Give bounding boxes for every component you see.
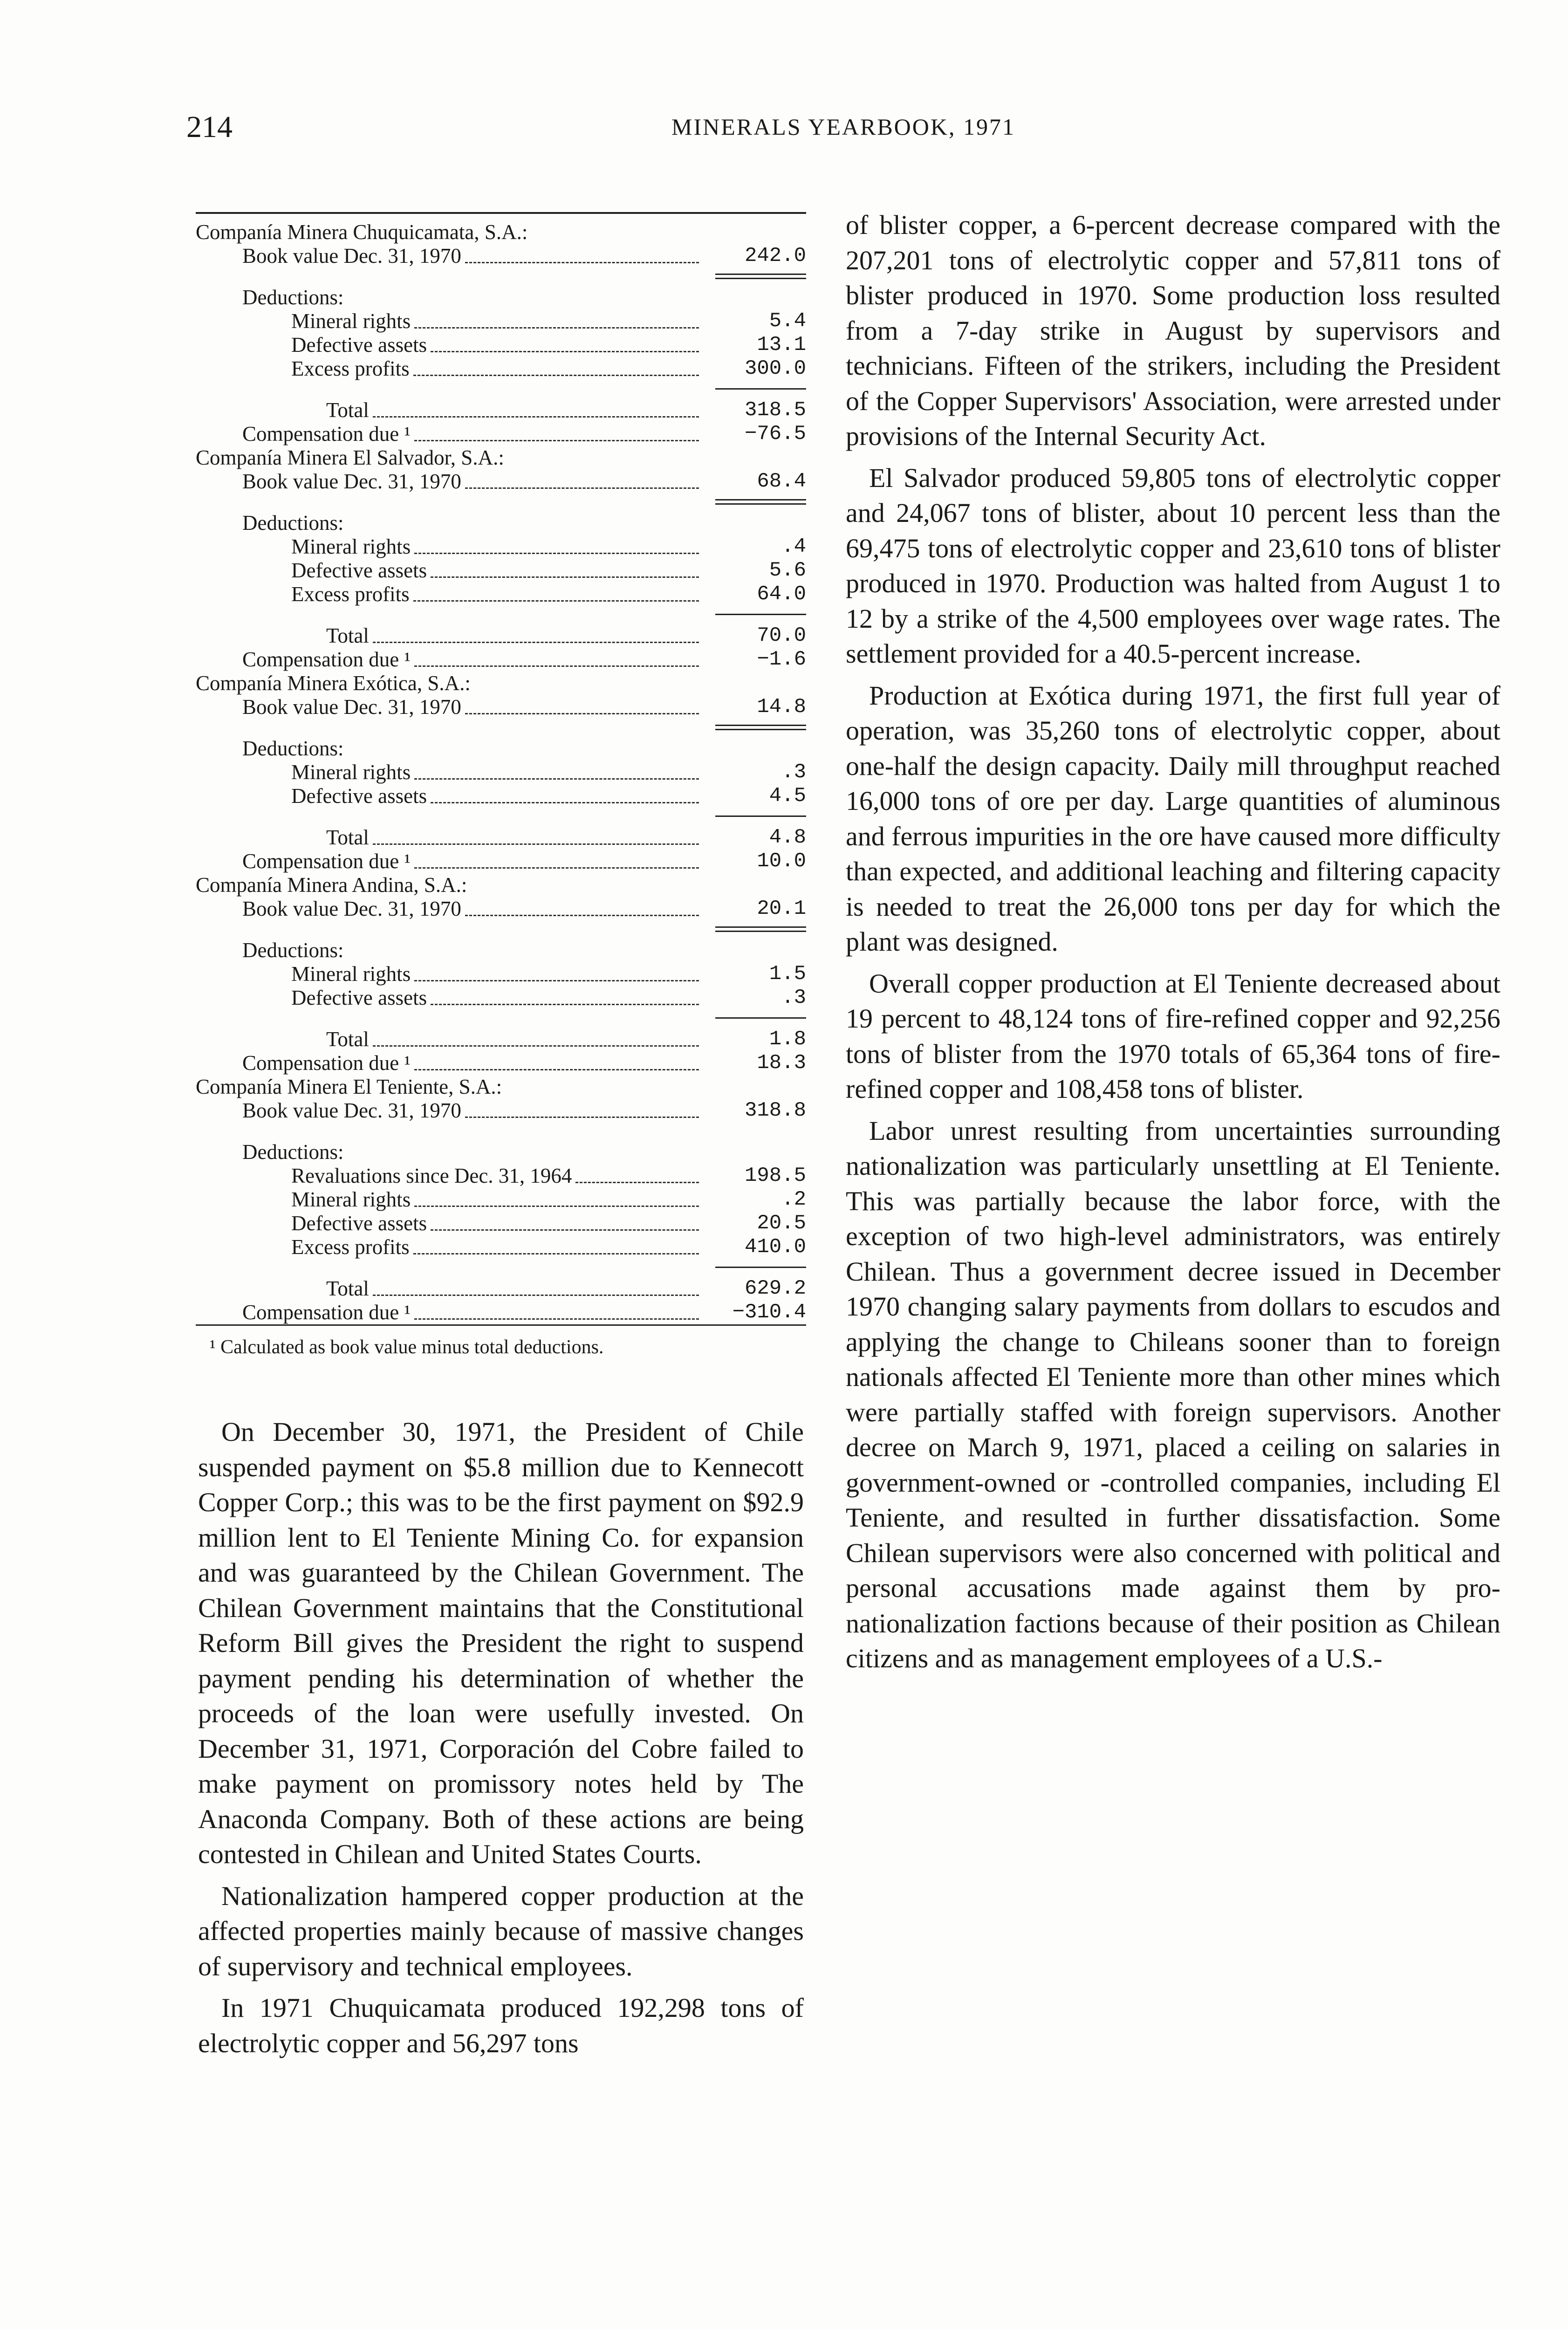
dot-leader (465, 262, 699, 263)
row-label: Book value Dec. 31, 1970 (242, 695, 461, 719)
table-row (196, 737, 806, 761)
table-row (196, 470, 806, 493)
row-value: 300.0 (744, 357, 806, 380)
table-spacer (196, 1010, 806, 1028)
row-value: 14.8 (757, 695, 806, 719)
table-row (196, 357, 806, 381)
row-label: Mineral rights (291, 1188, 411, 1211)
row-label: Compensation due ¹ (242, 422, 411, 445)
row-label: Defective assets (291, 559, 427, 582)
row-value: 20.1 (757, 897, 806, 920)
table-row (196, 1212, 806, 1235)
row-value: 68.4 (757, 470, 806, 493)
row-value: 64.0 (757, 582, 806, 606)
row-value: 10.0 (757, 850, 806, 873)
table-row (196, 333, 806, 357)
table-row (196, 1188, 806, 1212)
table-row (196, 672, 806, 695)
table-footnote: ¹ Calculated as book value minus total deductions. (210, 1336, 604, 1358)
table-row (196, 446, 806, 470)
table-row (196, 398, 806, 422)
table-row (196, 1075, 806, 1099)
table-row (196, 873, 806, 897)
table-row (196, 897, 806, 921)
row-value: 410.0 (744, 1235, 806, 1259)
row-value: 1.8 (769, 1028, 806, 1051)
table-row (196, 939, 806, 962)
row-label: Total (326, 1277, 369, 1300)
row-label: Mineral rights (291, 761, 411, 784)
dot-leader (414, 665, 699, 667)
table-spacer (196, 921, 806, 939)
dot-leader (431, 576, 699, 578)
dot-leader (414, 553, 699, 554)
row-label: Total (326, 624, 369, 647)
row-label: Book value Dec. 31, 1970 (242, 897, 461, 920)
row-label: Book value Dec. 31, 1970 (242, 470, 461, 493)
table-spacer (196, 1259, 806, 1277)
table-spacer (196, 268, 806, 286)
dot-leader (465, 487, 699, 489)
row-value: 4.5 (769, 784, 806, 808)
row-label: Defective assets (291, 1212, 427, 1235)
table-row (196, 422, 806, 446)
row-label: Deductions: (242, 939, 344, 962)
row-label: Mineral rights (291, 309, 411, 333)
dot-leader (373, 1045, 699, 1047)
page-number: 214 (186, 110, 233, 144)
dot-leader (465, 915, 699, 916)
row-label: Book value Dec. 31, 1970 (242, 1099, 461, 1122)
double-rule (715, 274, 806, 275)
row-value: 318.5 (744, 398, 806, 422)
paragraph: On December 30, 1971, the President of Chile suspended payment on $5.8 million due to Kennecott Copper Corp.; this was to be the first payment on $92.9 million lent to El Teniente Mining Co. for expansion and was guaranteed by the Chilean Government. The Chilean Government maintains that the Constitutional Reform Bill gives the President the right to suspend payment pending his determination of whether the proceeds of the loan were usefully invested. On December 31, 1971, Corporación del Cobre failed to make payment on promissory notes held by The Anaconda Company. Both of these actions are being contested in Chilean and United States Courts. (198, 1417, 804, 1869)
dot-leader (414, 1206, 699, 1207)
dot-leader (373, 1295, 699, 1296)
table-spacer (196, 606, 806, 624)
table-row (196, 695, 806, 719)
table-body (196, 214, 806, 1324)
row-value: −1.6 (757, 648, 806, 671)
row-label: Compensation due ¹ (242, 1051, 411, 1075)
table-row (196, 1051, 806, 1075)
row-value: 13.1 (757, 333, 806, 356)
table-row (196, 582, 806, 606)
dot-leader (414, 1318, 699, 1320)
row-label: Total (326, 398, 369, 422)
table-row (196, 535, 806, 559)
sum-rule (715, 1267, 806, 1268)
row-value: −310.4 (732, 1301, 806, 1324)
table-spacer (196, 1123, 806, 1140)
row-value: 1.5 (769, 962, 806, 986)
dot-leader (431, 1229, 699, 1231)
row-label: Compensation due ¹ (242, 648, 411, 671)
dot-leader (413, 375, 699, 376)
table-row (196, 220, 806, 244)
row-value: .2 (781, 1188, 806, 1211)
row-label: Defective assets (291, 784, 427, 808)
dot-leader (414, 327, 699, 329)
dot-leader (414, 867, 699, 869)
right-column-text (846, 207, 1500, 1676)
table-row (196, 962, 806, 986)
row-label: Excess profits (291, 1235, 410, 1259)
table-row (196, 986, 806, 1010)
row-value: 242.0 (744, 244, 806, 267)
row-value: 18.3 (757, 1051, 806, 1075)
row-label: Companía Minera Chuquicamata, S.A.: (196, 220, 528, 244)
dot-leader (414, 1069, 699, 1070)
table-row (196, 826, 806, 850)
row-label: Companía Minera El Salvador, S.A.: (196, 446, 504, 469)
dot-leader (414, 778, 699, 780)
row-label: Compensation due ¹ (242, 850, 411, 873)
row-value: .3 (781, 986, 806, 1009)
paragraph: Production at Exótica during 1971, the first full year of operation, was 35,260 tons of electrolytic copper, about one-half the design capacity. Daily mill throughput reached 16,000 tons of ore per day. Large quantities of aluminous and ferrous impurities in the ore have caused more difficulty than expected, and additional leaching and filtering capacity is needed to treat the 26,000 tons per day for which the plant was designed. (846, 680, 1500, 957)
row-label: Compensation due ¹ (242, 1301, 411, 1324)
table-row (196, 1140, 806, 1164)
paragraph: Overall copper production at El Teniente decreased about 19 percent to 48,124 tons of fire-refined copper and 92,256 tons of blister from the 1970 totals of 65,364 tons of fire-refined copper and 108,458 tons of blister. (846, 968, 1500, 1104)
dot-leader (575, 1182, 699, 1183)
row-label: Defective assets (291, 986, 427, 1009)
table-spacer (196, 493, 806, 511)
left-column-text (198, 1414, 804, 2061)
row-label: Mineral rights (291, 962, 411, 986)
double-rule (715, 499, 806, 500)
running-title: MINERALS YEARBOOK, 1971 (671, 114, 1015, 140)
dot-leader (465, 1117, 699, 1118)
table-spacer (196, 719, 806, 737)
row-value: .3 (781, 761, 806, 784)
row-value: −76.5 (744, 422, 806, 445)
row-value: 5.4 (769, 309, 806, 333)
table-spacer (196, 808, 806, 826)
row-value: 4.8 (769, 826, 806, 849)
sum-rule (715, 614, 806, 615)
table-spacer (196, 381, 806, 398)
row-value: 5.6 (769, 559, 806, 582)
sum-rule (715, 388, 806, 390)
paragraph: Nationalization hampered copper production at the affected properties mainly because of massive changes of supervisory and technical employees. (198, 1880, 804, 1981)
table-row (196, 624, 806, 648)
dot-leader (431, 351, 699, 352)
table-row (196, 1277, 806, 1301)
sum-rule (715, 1017, 806, 1019)
table-row (196, 1028, 806, 1051)
table-row (196, 784, 806, 808)
sum-rule (715, 816, 806, 817)
row-label: Total (326, 1028, 369, 1051)
table-row (196, 559, 806, 582)
row-label: Revaluations since Dec. 31, 1964 (291, 1164, 572, 1187)
table-row (196, 244, 806, 268)
double-rule (715, 725, 806, 726)
row-label: Companía Minera Exótica, S.A.: (196, 672, 471, 695)
table-row (196, 511, 806, 535)
table-row (196, 1235, 806, 1259)
dot-leader (465, 713, 699, 714)
dot-leader (373, 642, 699, 643)
row-label: Deductions: (242, 511, 344, 535)
row-label: Book value Dec. 31, 1970 (242, 244, 461, 267)
double-rule (715, 926, 806, 928)
table-row (196, 286, 806, 309)
table-row (196, 1099, 806, 1123)
compensation-table (196, 212, 806, 1358)
row-label: Companía Minera Andina, S.A.: (196, 873, 467, 897)
table-row (196, 309, 806, 333)
paragraph: El Salvador produced 59,805 tons of electrolytic copper and 24,067 tons of blister, about 10 percent less than the 69,475 tons of electrolytic copper and 23,610 tons of blister produced in 1970. Production was halted from August 1 to 12 by a strike of the 4,500 employees over wage rates. The settlement provided for a 40.5-percent increase. (846, 462, 1500, 669)
row-label: Defective assets (291, 333, 427, 356)
row-value: 198.5 (744, 1164, 806, 1187)
dot-leader (413, 1253, 699, 1254)
dot-leader (431, 1004, 699, 1005)
dot-leader (414, 980, 699, 981)
row-value: 70.0 (757, 624, 806, 647)
table-bottom-rule (196, 1324, 806, 1326)
row-label: Deductions: (242, 737, 344, 760)
row-label: Excess profits (291, 357, 410, 380)
row-value: 318.8 (744, 1099, 806, 1122)
row-label: Companía Minera El Teniente, S.A.: (196, 1075, 502, 1098)
row-label: Total (326, 826, 369, 849)
paragraph: In 1971 Chuquicamata produced 192,298 tons of electrolytic copper and 56,297 tons (198, 1993, 804, 2058)
table-row (196, 1301, 806, 1324)
paragraph: of blister copper, a 6-percent decrease compared with the 207,201 tons of electrolytic copper and 57,811 tons of blister produced in 1970. Some production loss resulted from a 7-day strike in August by supervisors and technicians. Fifteen of the strikers, including the President of the Copper Supervisors' Association, were arrested under provisions of the Internal Security Act. (846, 210, 1500, 451)
dot-leader (373, 843, 699, 845)
row-label: Mineral rights (291, 535, 411, 558)
dot-leader (414, 440, 699, 441)
row-value: 20.5 (757, 1212, 806, 1235)
row-label: Deductions: (242, 286, 344, 309)
table-row (196, 761, 806, 784)
row-label: Deductions: (242, 1140, 344, 1164)
paragraph: Labor unrest resulting from uncertainties surrounding nationalization was particularly unsettling at El Teniente. This was partially because the labor force, with the exception of two high-level administrators, was entirely Chilean. Thus a government decree issued in December 1970 changing salary payments from dollars to escudos and applying the change to Chileans sooner than to foreign nationals affected El Teniente more than other mines which were partially staffed with foreign supervisors. Another decree on March 9, 1971, placed a ceiling on salaries in government-owned or -controlled companies, including El Teniente, and resulted in further dissatisfaction. Some Chilean supervisors were also concerned with political and personal accusations made against them by pro-nationalization factions because of their position as Chilean citizens and as management employees of a U.S.- (846, 1115, 1500, 1673)
row-value: .4 (781, 535, 806, 558)
page-header (186, 110, 1500, 156)
dot-leader (373, 416, 699, 418)
dot-leader (431, 802, 699, 803)
row-label: Excess profits (291, 582, 410, 606)
table-row (196, 850, 806, 873)
table-row (196, 1164, 806, 1188)
row-value: 629.2 (744, 1277, 806, 1300)
dot-leader (413, 600, 699, 602)
table-row (196, 648, 806, 672)
